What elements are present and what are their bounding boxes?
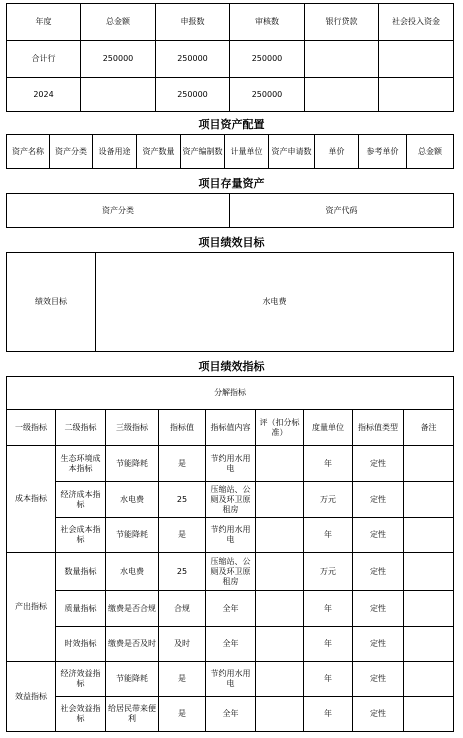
indicator-cell bbox=[256, 662, 304, 697]
existing-assets-header-cell: 资产代码 bbox=[230, 194, 454, 228]
indicator-cell: 全年 bbox=[206, 697, 256, 732]
asset-config-header-cell: 单价 bbox=[315, 135, 359, 169]
indicator-cell: 定性 bbox=[353, 591, 404, 627]
indicator-cell: 25 bbox=[159, 553, 206, 591]
budget-table bbox=[6, 3, 454, 112]
asset-config-header-cell: 计量单位 bbox=[225, 135, 269, 169]
indicator-cell: 是 bbox=[159, 518, 206, 553]
indicator-cell: 万元 bbox=[304, 482, 353, 518]
indicator-cell: 定性 bbox=[353, 697, 404, 732]
asset-config-header-cell: 参考单价 bbox=[359, 135, 407, 169]
indicator-cell: 生态环境成本指标 bbox=[56, 446, 106, 482]
indicator-cell: 年 bbox=[304, 591, 353, 627]
indicators-header-cell: 三级指标 bbox=[106, 410, 159, 446]
performance-goal-table bbox=[6, 252, 454, 352]
budget-header-cell: 银行贷款 bbox=[305, 4, 379, 41]
budget-cell: 250000 bbox=[230, 78, 305, 112]
indicator-row bbox=[7, 446, 454, 482]
indicator-cell: 社会效益指标 bbox=[56, 697, 106, 732]
performance-goal-title: 项目绩效目标 bbox=[198, 236, 265, 249]
performance-goal-value: 水电费 bbox=[96, 253, 454, 352]
indicator-cell: 定性 bbox=[353, 446, 404, 482]
indicator-cell: 年 bbox=[304, 662, 353, 697]
indicator-cell bbox=[256, 518, 304, 553]
performance-indicators-title: 项目绩效指标 bbox=[198, 360, 265, 373]
indicators-header-cell: 二级指标 bbox=[56, 410, 106, 446]
indicator-cell: 节约用水用电 bbox=[206, 446, 256, 482]
indicator-cell: 经济成本指标 bbox=[56, 482, 106, 518]
indicators-header-cell: 指标值内容 bbox=[206, 410, 256, 446]
budget-header-row bbox=[7, 4, 454, 41]
existing-assets-title: 项目存量资产 bbox=[198, 177, 265, 190]
indicator-cell: 压缩站、公厕及环卫原租房 bbox=[206, 553, 256, 591]
indicator-cell bbox=[256, 553, 304, 591]
budget-cell bbox=[379, 41, 454, 78]
asset-config-header-cell: 资产名称 bbox=[7, 135, 50, 169]
indicator-cell: 全年 bbox=[206, 627, 256, 662]
performance-indicators-table bbox=[6, 376, 454, 732]
budget-cell bbox=[305, 78, 379, 112]
indicator-cell: 定性 bbox=[353, 662, 404, 697]
indicator-cell bbox=[256, 591, 304, 627]
asset-config-header-cell: 设备用途 bbox=[93, 135, 137, 169]
indicator-cell: 年 bbox=[304, 518, 353, 553]
budget-row bbox=[7, 78, 454, 112]
indicator-cell: 社会成本指标 bbox=[56, 518, 106, 553]
indicator-cell bbox=[404, 482, 454, 518]
existing-assets-header-row bbox=[7, 194, 454, 228]
indicator-cell: 年 bbox=[304, 446, 353, 482]
indicators-header-cell: 度量单位 bbox=[304, 410, 353, 446]
level1-cell: 产出指标 bbox=[7, 553, 56, 662]
indicators-header-row bbox=[7, 410, 454, 446]
indicator-cell bbox=[256, 482, 304, 518]
indicator-cell: 时效指标 bbox=[56, 627, 106, 662]
indicator-cell: 水电费 bbox=[106, 482, 159, 518]
budget-row bbox=[7, 41, 454, 78]
budget-cell bbox=[379, 78, 454, 112]
indicator-row bbox=[7, 518, 454, 553]
asset-config-header-cell: 资产申请数 bbox=[269, 135, 315, 169]
indicator-cell bbox=[404, 662, 454, 697]
indicator-cell: 全年 bbox=[206, 591, 256, 627]
section-header-row bbox=[7, 377, 454, 410]
indicator-cell bbox=[404, 591, 454, 627]
indicators-header-cell: 指标值 bbox=[159, 410, 206, 446]
budget-cell bbox=[305, 41, 379, 78]
performance-goal-label: 绩效目标 bbox=[7, 253, 96, 352]
indicator-row bbox=[7, 662, 454, 697]
indicator-cell bbox=[404, 697, 454, 732]
indicator-cell bbox=[256, 697, 304, 732]
level1-cell: 成本指标 bbox=[7, 446, 56, 553]
budget-header-cell: 年度 bbox=[7, 4, 81, 41]
asset-config-header-cell: 资产数量 bbox=[137, 135, 181, 169]
indicator-row bbox=[7, 553, 454, 591]
section-header: 分解指标 bbox=[7, 377, 454, 410]
indicator-cell: 水电费 bbox=[106, 553, 159, 591]
indicator-cell: 节约用水用电 bbox=[206, 518, 256, 553]
indicator-cell: 给居民带来便利 bbox=[106, 697, 159, 732]
indicator-cell: 是 bbox=[159, 662, 206, 697]
indicator-cell bbox=[404, 553, 454, 591]
budget-cell: 250000 bbox=[156, 41, 230, 78]
asset-config-header-cell: 资产分类 bbox=[50, 135, 93, 169]
indicator-cell bbox=[256, 627, 304, 662]
indicator-cell: 25 bbox=[159, 482, 206, 518]
level1-cell: 效益指标 bbox=[7, 662, 56, 732]
indicator-cell: 及时 bbox=[159, 627, 206, 662]
indicator-cell: 是 bbox=[159, 446, 206, 482]
indicator-cell bbox=[404, 518, 454, 553]
budget-cell: 250000 bbox=[156, 78, 230, 112]
indicator-cell: 是 bbox=[159, 697, 206, 732]
indicator-cell: 万元 bbox=[304, 553, 353, 591]
indicator-cell: 合规 bbox=[159, 591, 206, 627]
indicator-cell: 年 bbox=[304, 627, 353, 662]
indicators-header-cell: 一级指标 bbox=[7, 410, 56, 446]
asset-config-table bbox=[6, 134, 454, 169]
indicator-cell: 数量指标 bbox=[56, 553, 106, 591]
indicator-cell bbox=[256, 446, 304, 482]
indicator-cell: 节约用水用电 bbox=[206, 662, 256, 697]
asset-config-header-cell: 资产编制数 bbox=[181, 135, 225, 169]
indicator-cell: 节能降耗 bbox=[106, 446, 159, 482]
budget-cell: 合计行 bbox=[7, 41, 81, 78]
budget-header-cell: 审核数 bbox=[230, 4, 305, 41]
indicators-header-cell: 指标值类型 bbox=[353, 410, 404, 446]
indicator-row bbox=[7, 627, 454, 662]
budget-cell: 2024 bbox=[7, 78, 81, 112]
existing-assets-table bbox=[6, 193, 454, 228]
indicator-cell: 年 bbox=[304, 697, 353, 732]
indicator-cell: 缴费是否及时 bbox=[106, 627, 159, 662]
indicator-cell bbox=[404, 627, 454, 662]
budget-cell: 250000 bbox=[81, 41, 156, 78]
indicator-row bbox=[7, 482, 454, 518]
indicators-header-cell: 评（扣分标准） bbox=[256, 410, 304, 446]
budget-header-cell: 社会投入资金 bbox=[379, 4, 454, 41]
existing-assets-header-cell: 资产分类 bbox=[7, 194, 230, 228]
budget-header-cell: 总金额 bbox=[81, 4, 156, 41]
indicator-cell: 定性 bbox=[353, 482, 404, 518]
indicator-cell: 经济效益指标 bbox=[56, 662, 106, 697]
indicator-cell: 定性 bbox=[353, 518, 404, 553]
asset-config-header-row bbox=[7, 135, 454, 169]
indicator-cell: 定性 bbox=[353, 553, 404, 591]
asset-config-header-cell: 总金额 bbox=[407, 135, 454, 169]
budget-cell bbox=[81, 78, 156, 112]
indicator-cell: 节能降耗 bbox=[106, 518, 159, 553]
indicator-row bbox=[7, 697, 454, 732]
performance-goal-row bbox=[7, 253, 454, 352]
indicator-row bbox=[7, 591, 454, 627]
indicator-cell: 质量指标 bbox=[56, 591, 106, 627]
indicator-cell: 节能降耗 bbox=[106, 662, 159, 697]
budget-cell: 250000 bbox=[230, 41, 305, 78]
indicator-cell: 定性 bbox=[353, 627, 404, 662]
indicator-cell bbox=[404, 446, 454, 482]
budget-header-cell: 申报数 bbox=[156, 4, 230, 41]
asset-config-title: 项目资产配置 bbox=[198, 118, 265, 131]
indicator-cell: 压缩站、公厕及环卫原租房 bbox=[206, 482, 256, 518]
indicators-header-cell: 备注 bbox=[404, 410, 454, 446]
indicator-cell: 缴费是否合规 bbox=[106, 591, 159, 627]
